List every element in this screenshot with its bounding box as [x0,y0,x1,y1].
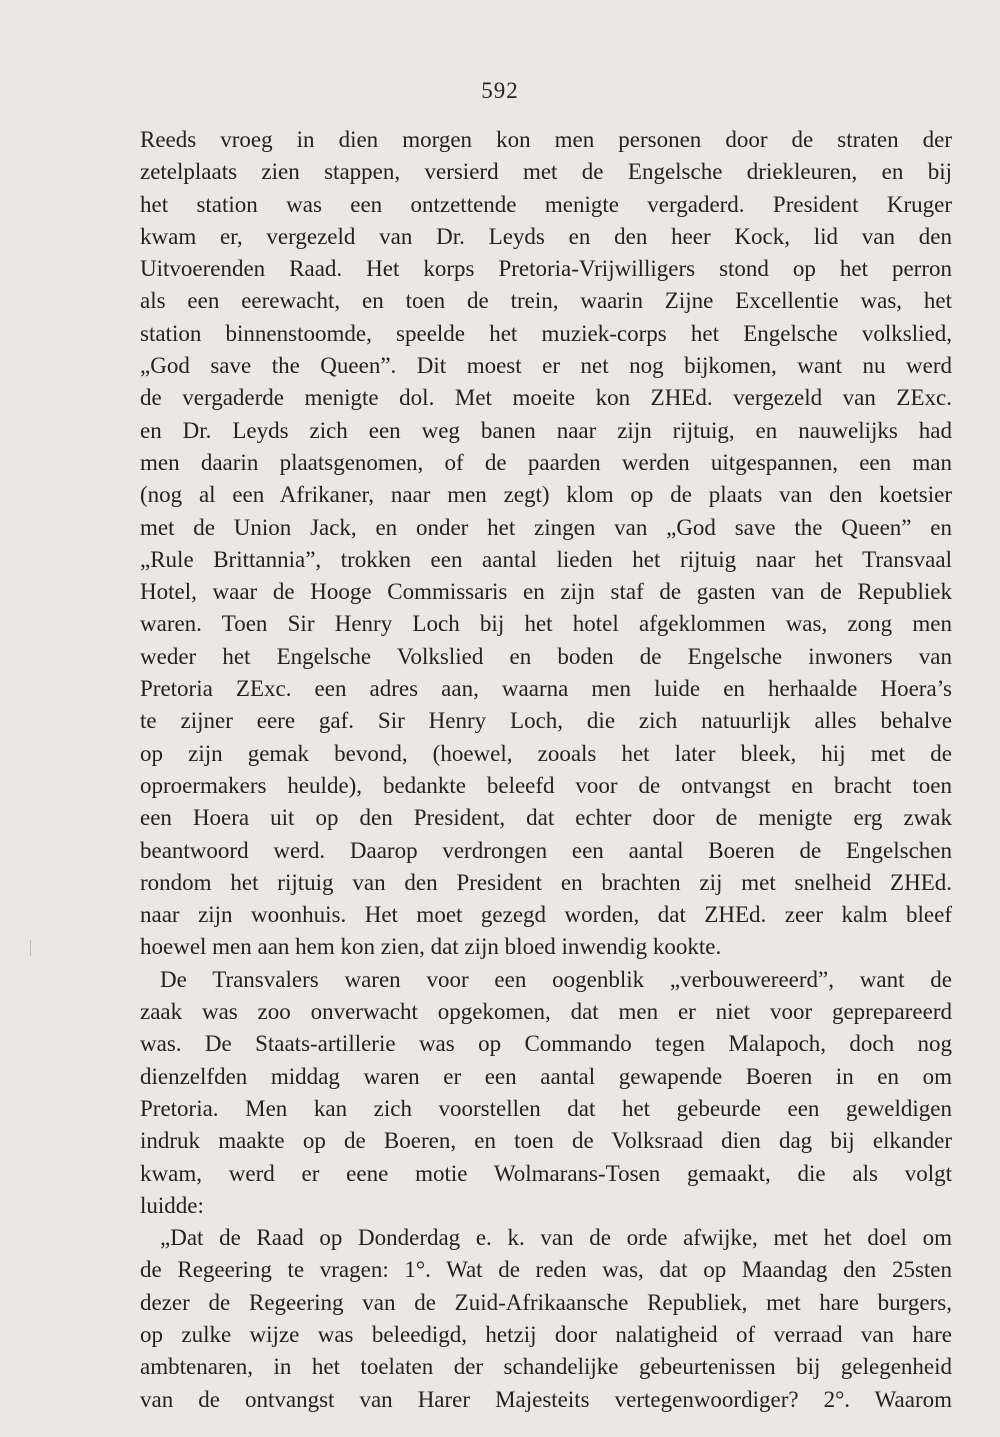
text-line: „Dat de Raad op Donderdag e. k. van de orde afwijke, met het doel om [160,1225,952,1251]
text-line: met de Union Jack, en onder het zingen van „God save the Queen” en [140,514,952,540]
text-line: „God save the Queen”. Dit moest er net nog bijkomen, want nu werd [140,353,952,379]
text-line: ambtenaren, in het toelaten der schandelijke gebeurtenissen bij gelegenheid [140,1354,952,1380]
text-line: waren. Toen Sir Henry Loch bij het hotel afgeklommen was, zong men [140,611,952,637]
text-line: De Transvalers waren voor een oogenblik „verbouwereerd”, want de [160,966,952,992]
text-line: de Regeering te vragen: 1°. Wat de reden was, dat op Maandag den 25sten [140,1257,952,1283]
text-line: van de ontvangst van Harer Majesteits vertegenwoordiger? 2°. Waarom [140,1386,952,1412]
text-line: „Rule Brittannia”, trokken een aantal lieden het rijtuig naar het Transvaal [140,546,952,572]
text-line: een Hoera uit op den President, dat echter door de menigte erg zwak [140,805,952,831]
text-line: en Dr. Leyds zich een weg banen naar zijn rijtuig, en nauwelijks had [140,417,952,443]
page-number: 592 [481,78,519,103]
text-line: beantwoord werd. Daarop verdrongen een aantal Boeren de Engelschen [140,837,952,863]
body-text [140,124,952,1416]
text-line: op zulke wijze was beleedigd, hetzij door nalatigheid of verraad van hare [140,1321,952,1347]
text-line: als een eerewacht, en toen de trein, waarin Zijne Excellentie was, het [140,288,952,314]
text-line: dienzelfden middag waren er een aantal gewapende Boeren in en om [140,1063,952,1089]
text-line: zaak was zoo onverwacht opgekomen, dat men er niet voor geprepareerd [140,999,952,1025]
text-line: kwam, werd er eene motie Wolmarans-Tosen gemaakt, die als volgt [140,1160,952,1186]
text-line: Reeds vroeg in dien morgen kon men personen door de straten der [140,127,952,152]
text-line: kwam er, vergezeld van Dr. Leyds en den heer Kock, lid van den [140,223,952,249]
text-line: het station was een ontzettende menigte vergaderd. President Kruger [140,191,952,217]
text-line: dezer de Regeering van de Zuid-Afrikaansche Republiek, met hare burgers, [140,1289,952,1315]
text-line: rondom het rijtuig van den President en brachten zij met snelheid ZHEd. [140,869,952,895]
text-line: de vergaderde menigte dol. Met moeite kon ZHEd. vergezeld van ZExc. [140,385,952,411]
text-line: Hotel, waar de Hooge Commissaris en zijn staf de gasten van de Republiek [140,579,952,605]
text-line: naar zijn woonhuis. Het moet gezegd worden, dat ZHEd. zeer kalm bleef [140,902,952,928]
text-line: te zijner eere gaf. Sir Henry Loch, die zich natuurlijk alles behalve [140,708,952,734]
text-line: op zijn gemak bevond, (hoewel, zooals het later bleek, hij met de [140,740,952,766]
paragraph-2 [140,964,952,1222]
text-line: oproermakers heulde), bedankte beleefd voor de ontvangst en bracht toen [140,772,952,798]
text-line: station binnenstoomde, speelde het muziek-corps het Engelsche volkslied, [140,320,952,346]
text-line: luidde: [140,1192,204,1218]
text-line: hoewel men aan hem kon zien, dat zijn bloed inwendig kookte. [140,934,722,960]
text-line: men daarin plaatsgenomen, of de paarden werden uitgespannen, een man [140,449,952,475]
text-line: Pretoria. Men kan zich voorstellen dat het gebeurde een geweldigen [140,1095,952,1121]
scan-margin-mark [30,940,31,956]
text-line: (nog al een Afrikaner, naar men zegt) klom op de plaats van den koetsier [140,482,952,508]
text-line: Uitvoerenden Raad. Het korps Pretoria-Vrijwilligers stond op het perron [140,256,952,282]
text-line: indruk maakte op de Boeren, en toen de Volksraad dien dag bij elkander [140,1128,952,1154]
text-line: was. De Staats-artillerie was op Commando tegen Malapoch, doch nog [140,1031,952,1057]
paragraph-1 [140,124,952,964]
text-line: Pretoria ZExc. een adres aan, waarna men luide en herhaalde Hoera’s [140,676,952,702]
text-line: zetelplaats zien stappen, versierd met de Engelsche driekleuren, en bij [140,159,952,185]
text-line: weder het Engelsche Volkslied en boden de Engelsche inwoners van [140,643,952,669]
paragraph-3 [140,1222,952,1416]
